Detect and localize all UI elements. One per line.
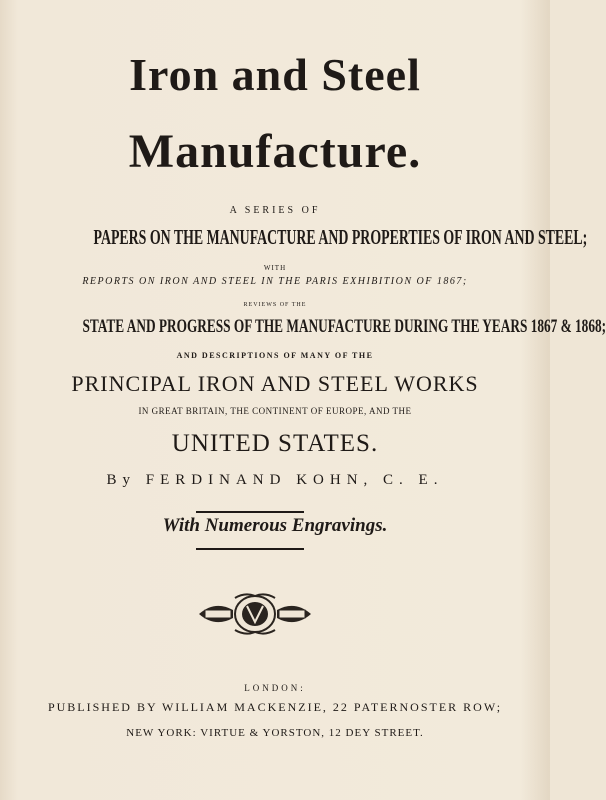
a-series-of: A SERIES OF — [229, 205, 321, 216]
papers-line: PAPERS ON THE MANUFACTURE AND PROPERTIES OF IRON AND STEEL; — [93, 225, 588, 249]
imprint-new-york: NEW YORK: VIRTUE & YORSTON, 12 DEY STREET. — [126, 727, 424, 739]
reviews-of-the: REVIEWS OF THE — [243, 302, 307, 308]
rule-top — [196, 511, 304, 513]
with-label: WITH — [263, 264, 287, 272]
descriptions-line: AND DESCRIPTIONS OF MANY OF THE — [176, 351, 374, 360]
imprint-city: LONDON: — [244, 683, 306, 693]
principal-works-line: PRINCIPAL IRON AND STEEL WORKS — [71, 371, 479, 396]
rule-bottom — [196, 548, 304, 550]
imprint-publisher: PUBLISHED BY WILLIAM MACKENZIE, 22 PATERNOSTER ROW; — [47, 700, 503, 714]
great-britain-line: IN GREAT BRITAIN, THE CONTINENT OF EUROPE, AND THE — [138, 406, 412, 416]
author-line: By FERDINAND KOHN, C. E. — [106, 472, 444, 488]
title-line-1: Iron and Steel — [129, 49, 421, 100]
state-progress-line: STATE AND PROGRESS OF THE MANUFACTURE DURING THE YEARS 1867 & 1868; — [82, 316, 606, 337]
united-states-line: UNITED STATES. — [171, 430, 379, 457]
reports-line: REPORTS ON IRON AND STEEL IN THE PARIS EXHIBITION OF 1867; — [82, 276, 468, 287]
engravings-line: With Numerous Engravings. — [162, 515, 388, 536]
title-line-2: Manufacture. — [128, 125, 422, 178]
publisher-device-ornament-icon — [195, 590, 315, 638]
